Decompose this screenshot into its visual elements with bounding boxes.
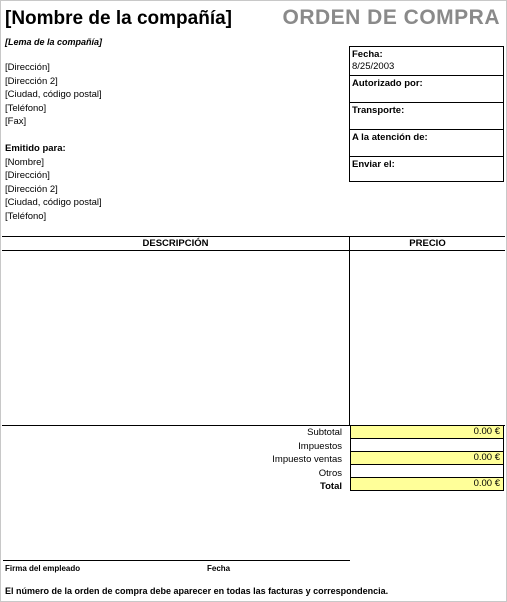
date-label: Fecha: (352, 49, 383, 60)
sender-address-line: [Fax] (5, 116, 27, 127)
price-column-header: PRECIO (409, 238, 446, 249)
issued-to-line: [Ciudad, código postal] (5, 197, 102, 208)
transport-label: Transporte: (352, 105, 405, 116)
sender-address-line: [Dirección] (5, 62, 50, 73)
issued-to-block (5, 142, 102, 223)
sender-address-line: [Teléfono] (5, 102, 47, 114)
attention-label: A la atención de: (352, 132, 428, 143)
ship-date-label: Enviar el: (352, 159, 395, 170)
authorized-by-label: Autorizado por: (352, 78, 423, 89)
signature-line (3, 560, 350, 561)
table-column-divider (349, 236, 350, 425)
authorized-by-field[interactable] (350, 76, 503, 103)
taxes-value[interactable] (350, 439, 504, 452)
subtotal-label: Subtotal (307, 427, 342, 438)
sender-address-line: [Dirección 2] (5, 75, 58, 87)
issued-to-line: [Teléfono] (5, 210, 47, 222)
description-column-header: DESCRIPCIÓN (142, 238, 209, 249)
sender-address-line: [Ciudad, código postal] (5, 89, 102, 100)
other-value[interactable] (350, 465, 504, 478)
order-info-box (349, 46, 504, 182)
subtotal-value[interactable]: 0.00 € (350, 426, 504, 439)
footer-note: El número de la orden de compra debe aparecer en todas las facturas y correspondencia. (5, 586, 389, 596)
issued-to-line: [Dirección 2] (5, 183, 58, 195)
document-title: ORDEN DE COMPRA (282, 6, 500, 29)
signature-date-label: Fecha (207, 564, 231, 573)
issued-to-line: [Dirección] (5, 170, 50, 181)
attention-field[interactable] (350, 130, 503, 157)
description-entry-area[interactable] (3, 251, 348, 424)
company-name: [Nombre de la compañía] (5, 8, 232, 29)
issued-to-label: Emitido para: (5, 143, 66, 154)
table-top-border (2, 236, 505, 237)
transport-field[interactable] (350, 103, 503, 130)
company-slogan: [Lema de la compañía] (5, 37, 103, 47)
issued-to-line: [Nombre] (5, 156, 45, 168)
sales-tax-label: Impuesto ventas (272, 454, 342, 465)
total-label: Total (320, 481, 342, 492)
sender-address (5, 61, 102, 129)
taxes-label: Impuestos (298, 440, 342, 452)
employee-signature-label: Firma del empleado (5, 564, 81, 573)
total-value[interactable]: 0.00 € (350, 478, 504, 491)
date-value: 8/25/2003 (352, 61, 395, 72)
other-label: Otros (318, 467, 342, 479)
sales-tax-value[interactable]: 0.00 € (350, 452, 504, 465)
price-entry-area[interactable] (351, 251, 504, 424)
date-field[interactable] (350, 47, 503, 76)
ship-date-field[interactable] (350, 157, 503, 181)
